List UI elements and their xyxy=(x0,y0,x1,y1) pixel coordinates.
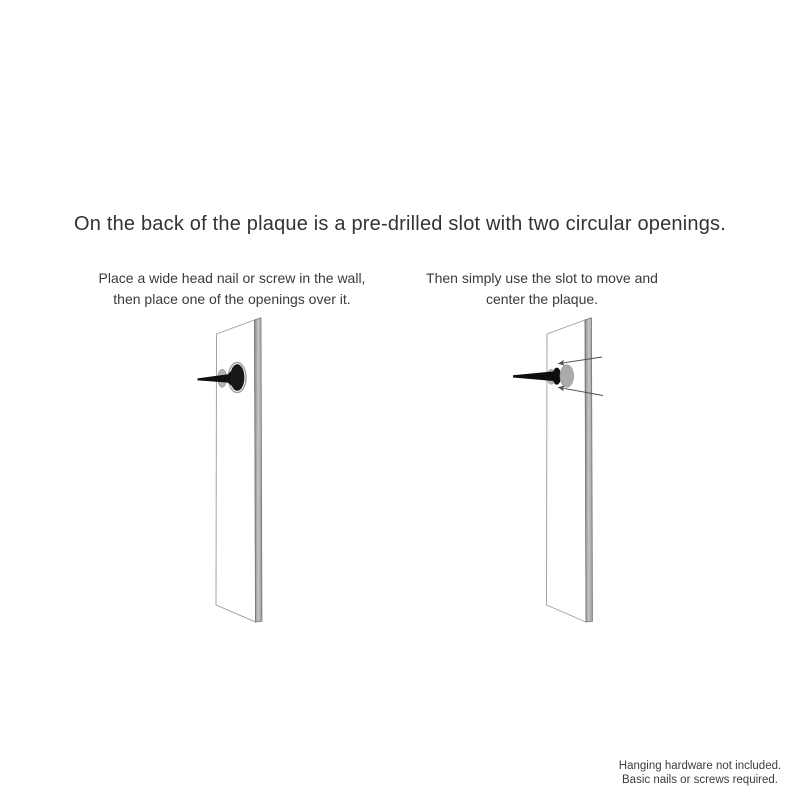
step-1-caption xyxy=(80,268,384,310)
step-1-caption-line-1: Place a wide head nail or screw in the wall, xyxy=(98,270,366,286)
step-1-caption-line-2: then place one of the openings over it. xyxy=(113,291,351,307)
step-2-caption-line-2: center the plaque. xyxy=(485,291,599,307)
hardware-footnote-line-1: Hanging hardware not included. xyxy=(618,760,782,772)
nail-icon xyxy=(513,371,554,381)
step-2-caption-line-1: Then simply use the slot to move and xyxy=(426,270,658,286)
plaque-side-edge xyxy=(585,318,593,622)
step-2-caption xyxy=(392,268,692,310)
page-title: On the back of the plaque is a pre-drilled slot with two circular openings. xyxy=(73,213,726,235)
hardware-footnote xyxy=(600,759,800,787)
plaque-side-edge xyxy=(255,318,263,622)
nail-head xyxy=(560,365,574,388)
illustration-step-2 xyxy=(480,315,660,640)
nail-head xyxy=(230,364,244,390)
illustration-step-1 xyxy=(150,315,330,640)
hardware-footnote-line-2: Basic nails or screws required. xyxy=(622,774,778,786)
